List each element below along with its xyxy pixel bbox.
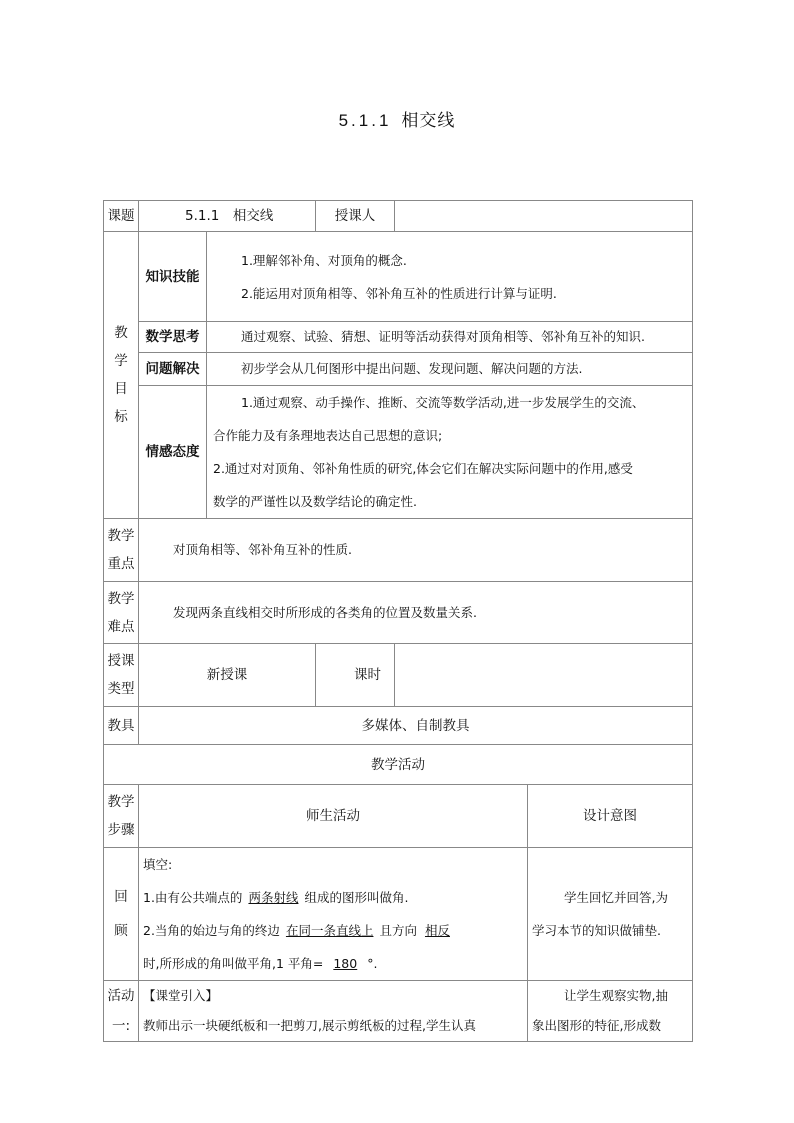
lesson-type-label-line: 类型 — [107, 681, 135, 697]
intent-column-label: 设计意图 — [528, 785, 693, 848]
problem-content: 初步学会从几何图形中提出问题、发现问题、解决问题的方法. — [207, 353, 693, 386]
step-column-label — [104, 785, 139, 848]
thinking-content: 通过观察、试验、猜想、证明等活动获得对顶角相等、邻补角互补的知识. — [207, 322, 693, 353]
hours-label: 课时 — [316, 644, 395, 707]
activity1-intent-line: 让学生观察实物,抽 — [564, 988, 668, 1003]
q3-answer: 180 — [333, 956, 358, 971]
goals-label-char: 教 — [114, 325, 128, 341]
tools-row — [104, 707, 693, 745]
teacher-label: 授课人 — [316, 201, 395, 232]
q3-text: 时,所形成的角叫做平角,1 平角= — [143, 956, 324, 971]
knowledge-label: 知识技能 — [139, 232, 207, 322]
activity1-label — [104, 981, 139, 1042]
focus-content: 对顶角相等、邻补角互补的性质. — [139, 519, 693, 582]
lesson-type-row — [104, 644, 693, 707]
review-intent — [528, 848, 693, 981]
lesson-plan-table — [103, 200, 693, 1042]
focus-label — [104, 519, 139, 582]
review-label-char: 回 — [114, 889, 128, 905]
activities-header: 教学活动 — [104, 745, 693, 785]
q1-answer: 两条射线 — [248, 890, 299, 905]
knowledge-line: 2.能运用对顶角相等、邻补角互补的性质进行计算与证明. — [241, 285, 557, 301]
goals-label-char: 标 — [114, 409, 128, 425]
hours-value — [395, 644, 693, 707]
q2-answer-1: 在同一条直线上 — [285, 923, 374, 938]
goals-label-char: 学 — [114, 353, 128, 369]
lesson-type-label-line: 授课 — [107, 653, 135, 669]
goal-attitude-row — [104, 386, 693, 519]
difficulty-label-line: 难点 — [107, 618, 135, 635]
fill-label: 填空: — [143, 857, 173, 872]
focus-label-line: 重点 — [107, 556, 135, 572]
attitude-line: 数学的严谨性以及数学结论的确定性. — [213, 494, 417, 509]
goal-problem-row — [104, 353, 693, 386]
focus-label-line: 教学 — [107, 528, 135, 544]
attitude-label: 情感态度 — [139, 386, 207, 519]
teacher-value — [395, 201, 693, 232]
review-question-2 — [143, 914, 527, 947]
q2-text: 且方向 — [379, 923, 417, 938]
tools-label: 教具 — [104, 707, 139, 745]
activity1-content — [139, 981, 528, 1042]
activity1-intent-line: 象出图形的特征,形成数 — [532, 1018, 661, 1033]
difficulty-content: 发现两条直线相交时所形成的各类角的位置及数量关系. — [139, 582, 693, 644]
lesson-type-value: 新授课 — [139, 644, 316, 707]
lesson-type-label — [104, 644, 139, 707]
title-text: 相交线 — [401, 111, 456, 131]
review-content — [139, 848, 528, 981]
activity1-label-line: 一: — [111, 1018, 131, 1034]
q2-answer-2: 相反 — [424, 923, 450, 938]
title-number: 5.1.1 — [338, 111, 392, 130]
topic-value: 5.1.1 相交线 — [139, 201, 316, 232]
q2-text: 2.当角的始边与角的终边 — [143, 923, 280, 938]
review-label-char: 顾 — [114, 923, 128, 939]
review-row — [104, 848, 693, 981]
header-row — [104, 201, 693, 232]
attitude-content — [207, 386, 693, 519]
review-intent-line: 学生回忆并回答,为 — [564, 890, 668, 905]
q1-text: 1.由有公共端点的 — [143, 890, 243, 905]
review-label — [104, 848, 139, 981]
difficulty-row — [104, 582, 693, 644]
activity1-text: 教师出示一块硬纸板和一把剪刀,展示剪纸板的过程,学生认真 — [143, 1018, 476, 1033]
activity1-intent — [528, 981, 693, 1042]
q1-text: 组成的图形叫做角. — [304, 890, 409, 905]
q3-text: °. — [367, 956, 378, 971]
knowledge-line: 1.理解邻补角、对顶角的概念. — [241, 252, 407, 268]
step-label-line: 步骤 — [107, 822, 135, 838]
activity1-heading: 【课堂引入】 — [143, 988, 219, 1003]
difficulty-label — [104, 582, 139, 644]
attitude-line: 2.通过对对顶角、邻补角性质的研究,体会它们在解决实际问题中的作用,感受 — [213, 461, 633, 476]
goals-label — [104, 232, 139, 519]
review-intent-line: 学习本节的知识做铺垫. — [532, 923, 661, 938]
problem-label: 问题解决 — [139, 353, 207, 386]
thinking-label: 数学思考 — [139, 322, 207, 353]
page-title — [0, 106, 794, 131]
goal-thinking-row — [104, 322, 693, 353]
focus-row — [104, 519, 693, 582]
activity-column-label: 师生活动 — [139, 785, 528, 848]
goal-knowledge-row — [104, 232, 693, 322]
attitude-line: 1.通过观察、动手操作、推断、交流等数学活动,进一步发展学生的交流、 — [241, 395, 645, 410]
activity1-label-line: 活动 — [107, 988, 135, 1004]
activities-header-row — [104, 745, 693, 785]
topic-label: 课题 — [104, 201, 139, 232]
attitude-line: 合作能力及有条理地表达自己思想的意识; — [213, 428, 443, 443]
columns-row — [104, 785, 693, 848]
goals-label-char: 目 — [114, 381, 128, 397]
difficulty-label-line: 教学 — [107, 590, 135, 607]
step-label-line: 教学 — [107, 794, 135, 810]
review-question-1 — [143, 881, 527, 914]
tools-value: 多媒体、自制教具 — [139, 707, 693, 745]
knowledge-content — [207, 232, 693, 322]
review-question-3 — [143, 947, 527, 980]
activity1-row — [104, 981, 693, 1042]
